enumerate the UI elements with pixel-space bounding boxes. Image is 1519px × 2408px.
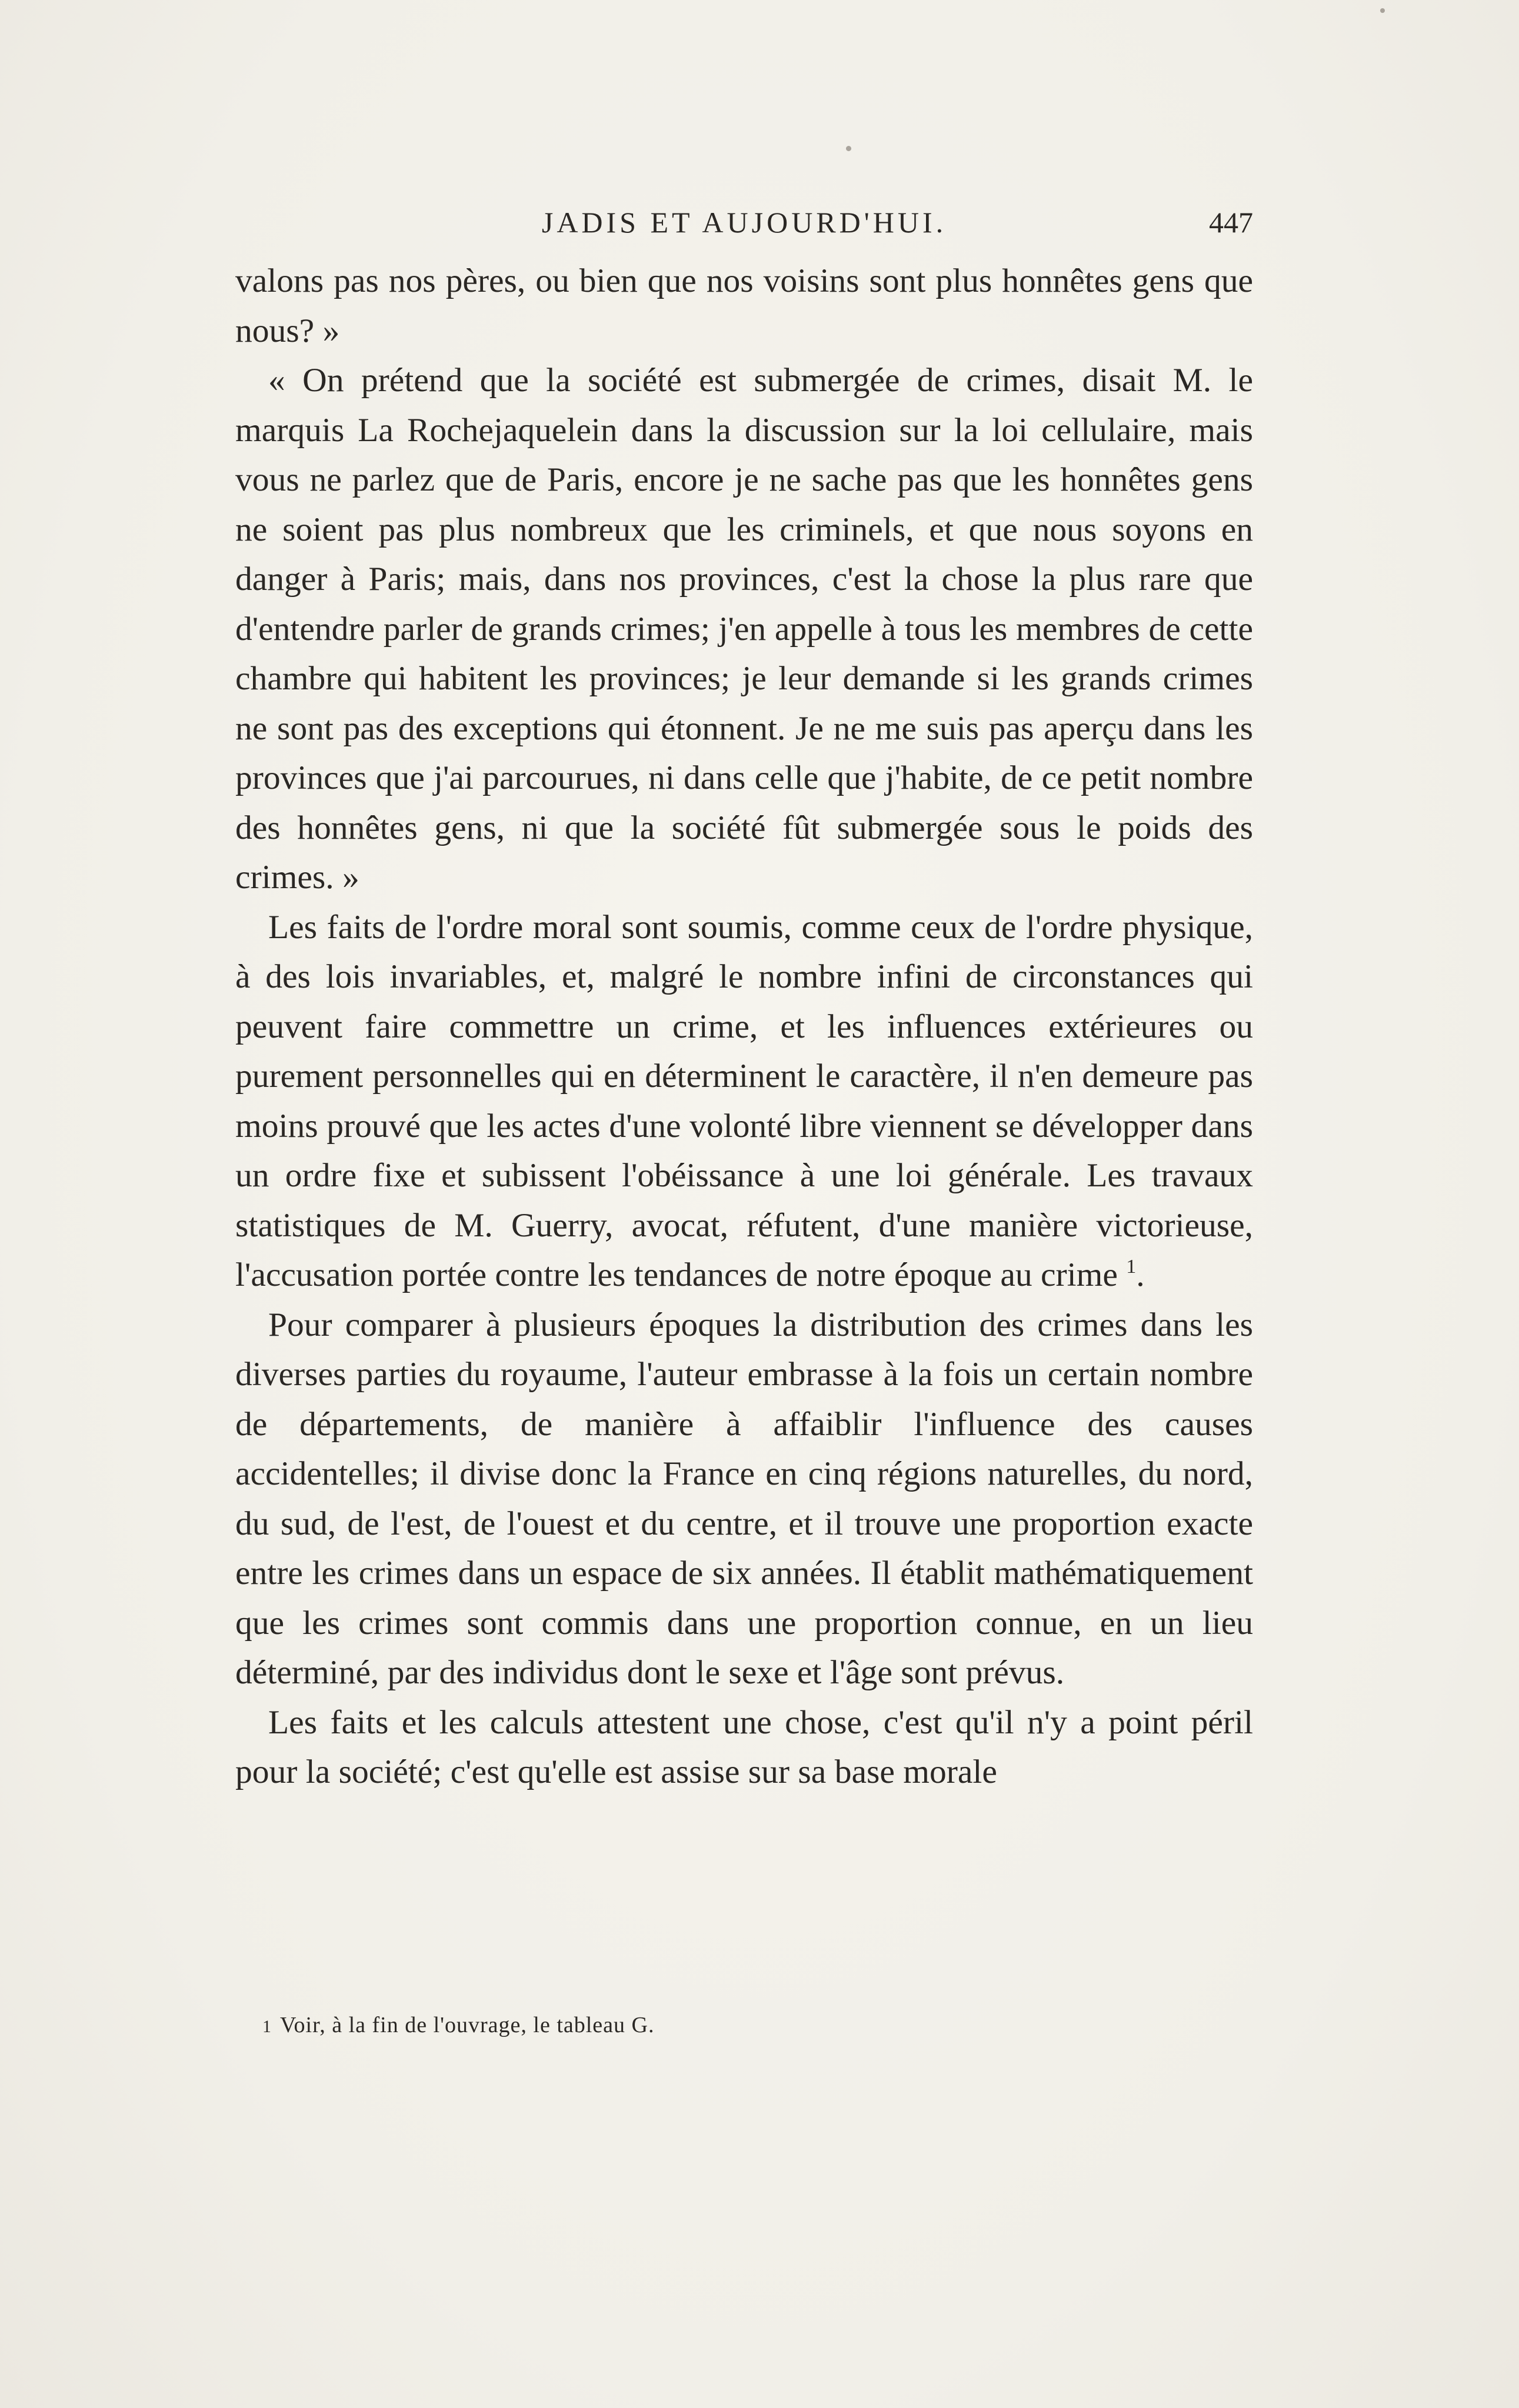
paper-speck (1380, 8, 1385, 13)
footnote (262, 2010, 1253, 2042)
paragraph-3-end: . (1136, 1256, 1145, 1293)
running-title: JADIS ET AUJOURD'HUI. (541, 206, 947, 239)
page-number: 447 (1209, 206, 1253, 239)
body-text (235, 256, 1253, 1797)
paragraph-4: Pour comparer à plusieurs époques la distribution des crimes dans les diverses parties du royaume, l'auteur embrasse à la fois un certain nombre de départements, de manière à affaiblir l'influence des causes accidentelles; il divise donc la France en cinq régions naturelles, du nord, du sud, de l'est, de l'ouest et du centre, et il trouve une proportion exacte entre les crimes dans un espace de six années. Il établit mathématiquement que les crimes sont commis dans une proportion connue, en un lieu déterminé, par des individus dont le sexe et l'âge sont prévus. (235, 1306, 1253, 1691)
paper-speck (846, 146, 851, 151)
running-head (235, 205, 1253, 240)
footnote-number: 1 (262, 2017, 272, 2036)
paragraph-3-text: Les faits de l'ordre moral sont soumis, comme ceux de l'ordre physique, à des lois invariables, et, malgré le nombre infini de circonstances qui peuvent faire commettre un crime, et les influences extérieures ou purement personnelles qui en déterminent le caractère, il n'en demeure pas moins prouvé que les actes d'une volonté libre viennent se développer dans un ordre fixe et subissent l'obéissance à une loi générale. Les travaux statistiques de M. Guerry, avocat, réfutent, d'une manière victorieuse, l'accusation portée contre les tendances de notre époque au crime (235, 908, 1253, 1293)
footnote-reference: 1 (1126, 1256, 1137, 1278)
paragraph-5: Les faits et les calculs attestent une chose, c'est qu'il n'y a point péril pour la société; c'est qu'elle est assise sur sa base morale (235, 1703, 1253, 1790)
paragraph-1: valons pas nos pères, ou bien que nos voisins sont plus honnêtes gens que nous? » (235, 262, 1253, 349)
paragraph-2: « On prétend que la société est submergée de crimes, disait M. le marquis La Rochejaquelein dans la discussion sur la loi cellulaire, mais vous ne parlez que de Paris, encore je ne sache pas que les honnêtes gens ne soient pas plus nombreux que les criminels, et que nous soyons en danger à Paris; mais, dans nos provinces, c'est la chose la plus rare que d'entendre parler de grands crimes; j'en appelle à tous les membres de cette chambre qui habitent les provinces; je leur demande si les grands crimes ne sont pas des exceptions qui étonnent. Je ne me suis pas aperçu dans les provinces que j'ai parcourues, ni dans celle que j'habite, de ce petit nombre des honnêtes gens, ni que la société fût submergée sous le poids des crimes. » (235, 362, 1253, 896)
footnote-text: Voir, à la fin de l'ouvrage, le tableau G. (280, 2013, 655, 2037)
paragraph-3 (235, 903, 1253, 1300)
